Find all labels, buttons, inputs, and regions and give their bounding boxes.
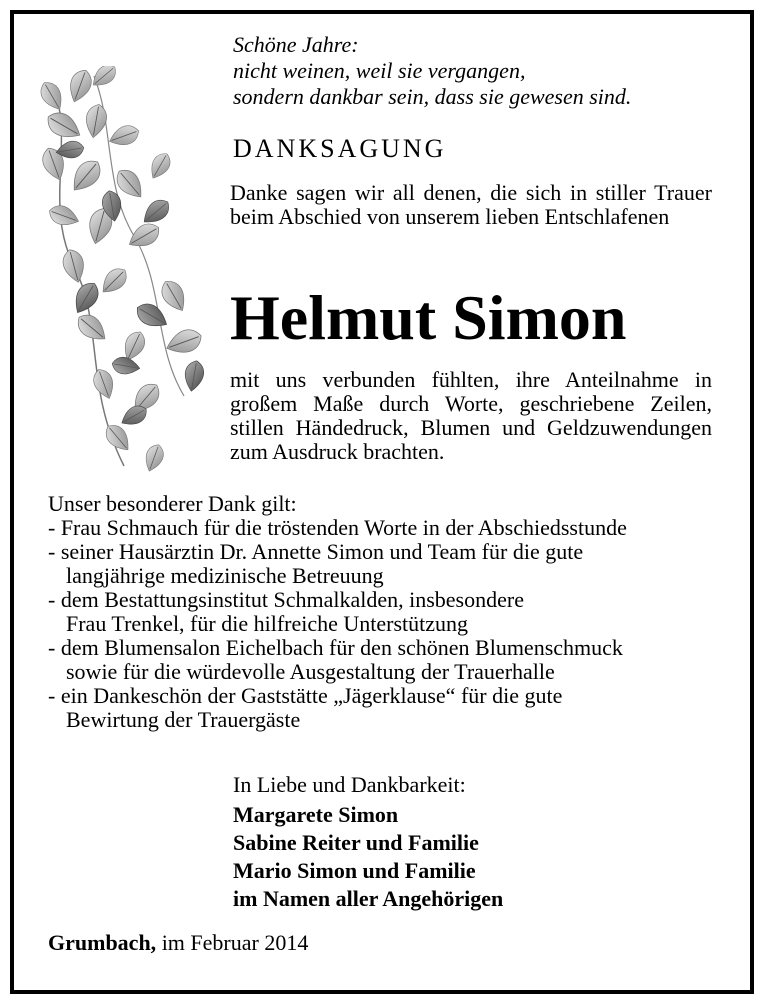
thanks-item: - dem Bestattungsinstitut Schmalkalden, insbesondere bbox=[48, 587, 524, 612]
signer: im Namen aller Angehörigen bbox=[233, 886, 504, 911]
signers bbox=[233, 801, 503, 913]
thanks-item: - seiner Hausärztin Dr. Annette Simon und Team für die gute bbox=[48, 539, 584, 564]
motto-line: sondern dankbar sein, dass sie gewesen sind. bbox=[233, 84, 632, 109]
signer: Sabine Reiter und Familie bbox=[233, 830, 479, 855]
thanks-item: - Frau Schmauch für die tröstenden Worte in der Abschiedsstunde bbox=[48, 515, 627, 540]
motto-line: nicht weinen, weil sie vergangen, bbox=[233, 58, 526, 83]
date: im Februar 2014 bbox=[161, 930, 309, 955]
thanks-item: - dem Blumensalon Eichelbach für den schönen Blumenschmuck bbox=[48, 635, 623, 660]
closing-line: In Liebe und Dankbarkeit: bbox=[233, 772, 466, 797]
thanks-item: - ein Dankeschön der Gaststätte „Jägerklause“ für die gute bbox=[48, 683, 563, 708]
intro-paragraph: Danke sagen wir all denen, die sich in stiller Trauer beim Abschied von unserem lieben Entschlafenen bbox=[230, 180, 712, 229]
thanks-item-continuation: Frau Trenkel, für die hilfreiche Unterstützung bbox=[66, 611, 469, 636]
thanks-item-continuation: langjährige medizinische Betreuung bbox=[66, 563, 384, 588]
place: Grumbach, bbox=[48, 930, 157, 955]
thanks-item-continuation: Bewirtung der Trauergäste bbox=[66, 707, 301, 732]
place-date bbox=[48, 930, 308, 956]
thanks-item-continuation: sowie für die würdevolle Ausgestaltung der Trauerhalle bbox=[66, 659, 555, 684]
signer: Mario Simon und Familie bbox=[233, 858, 476, 883]
special-thanks bbox=[48, 492, 627, 732]
motto-line: Schöne Jahre: bbox=[233, 32, 359, 57]
signer: Margarete Simon bbox=[233, 802, 399, 827]
heading: DANKSAGUNG bbox=[233, 134, 447, 163]
special-thanks-intro: Unser besonderer Dank gilt: bbox=[48, 491, 297, 516]
motto bbox=[233, 32, 631, 110]
deceased-name: Helmut Simon bbox=[230, 282, 627, 353]
body-paragraph: mit uns verbunden fühlten, ihre Anteilnahme in großem Maße durch Worte, geschriebene Zeilen, stillen Händedruck, Blumen und Geldzuwendungen zum Ausdruck brachten. bbox=[230, 367, 712, 464]
ivy-leaves-illustration bbox=[34, 66, 210, 486]
